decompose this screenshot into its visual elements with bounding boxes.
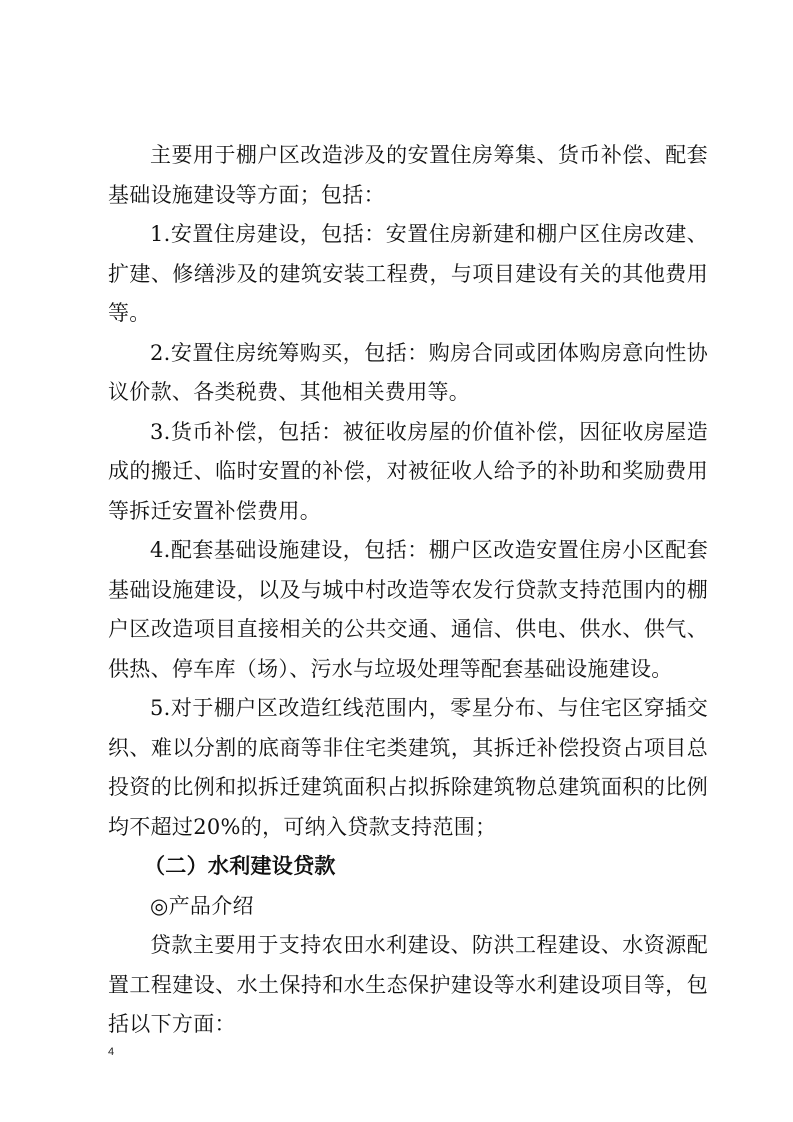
- paragraph-item-5: 5.对于棚户区改造红线范围内，零星分布、与住宅区穿插交织、难以分割的底商等非住宅类建筑，其拆迁补偿投资占项目总投资的比例和拟拆迁建筑面积占拟拆除建筑物总建筑面积的比例均不超过20%的，可纳入贷款支持范围；: [108, 696, 708, 839]
- paragraph-section-intro: 贷款主要用于支持农田水利建设、防洪工程建设、水资源配置工程建设、水土保持和水生态保护建设等水利建设项目等，包括以下方面：: [108, 933, 708, 1036]
- paragraph-item-4: 4.配套基础设施建设，包括：棚户区改造安置住房小区配套基础设施建设，以及与城中村改造等农发行贷款支持范围内的棚户区改造项目直接相关的公共交通、通信、供电、供水、供气、供热、停车库（场）、污水与垃圾处理等配套基础设施建设。: [108, 538, 708, 681]
- paragraph-intro: 主要用于棚户区改造涉及的安置住房筹集、货币补偿、配套基础设施建设等方面；包括：: [108, 143, 708, 207]
- paragraph-item-3: 3.货币补偿，包括：被征收房屋的价值补偿，因征收房屋造成的搬迁、临时安置的补偿，对被征收人给予的补助和奖励费用等拆迁安置补偿费用。: [108, 419, 708, 523]
- document-body: [108, 136, 708, 1045]
- paragraph-item-1: 1.安置住房建设，包括：安置住房新建和棚户区住房改建、扩建、修缮涉及的建筑安装工程费，与项目建设有关的其他费用等。: [108, 222, 708, 325]
- subheading-product-intro: ◎产品介绍: [150, 893, 254, 918]
- section-heading: （二）水利建设贷款: [144, 854, 336, 878]
- page-number: 4: [108, 1046, 115, 1058]
- paragraph-item-2: 2.安置住房统筹购买，包括：购房合同或团体购房意向性协议价款、各类税费、其他相关费用等。: [108, 340, 708, 404]
